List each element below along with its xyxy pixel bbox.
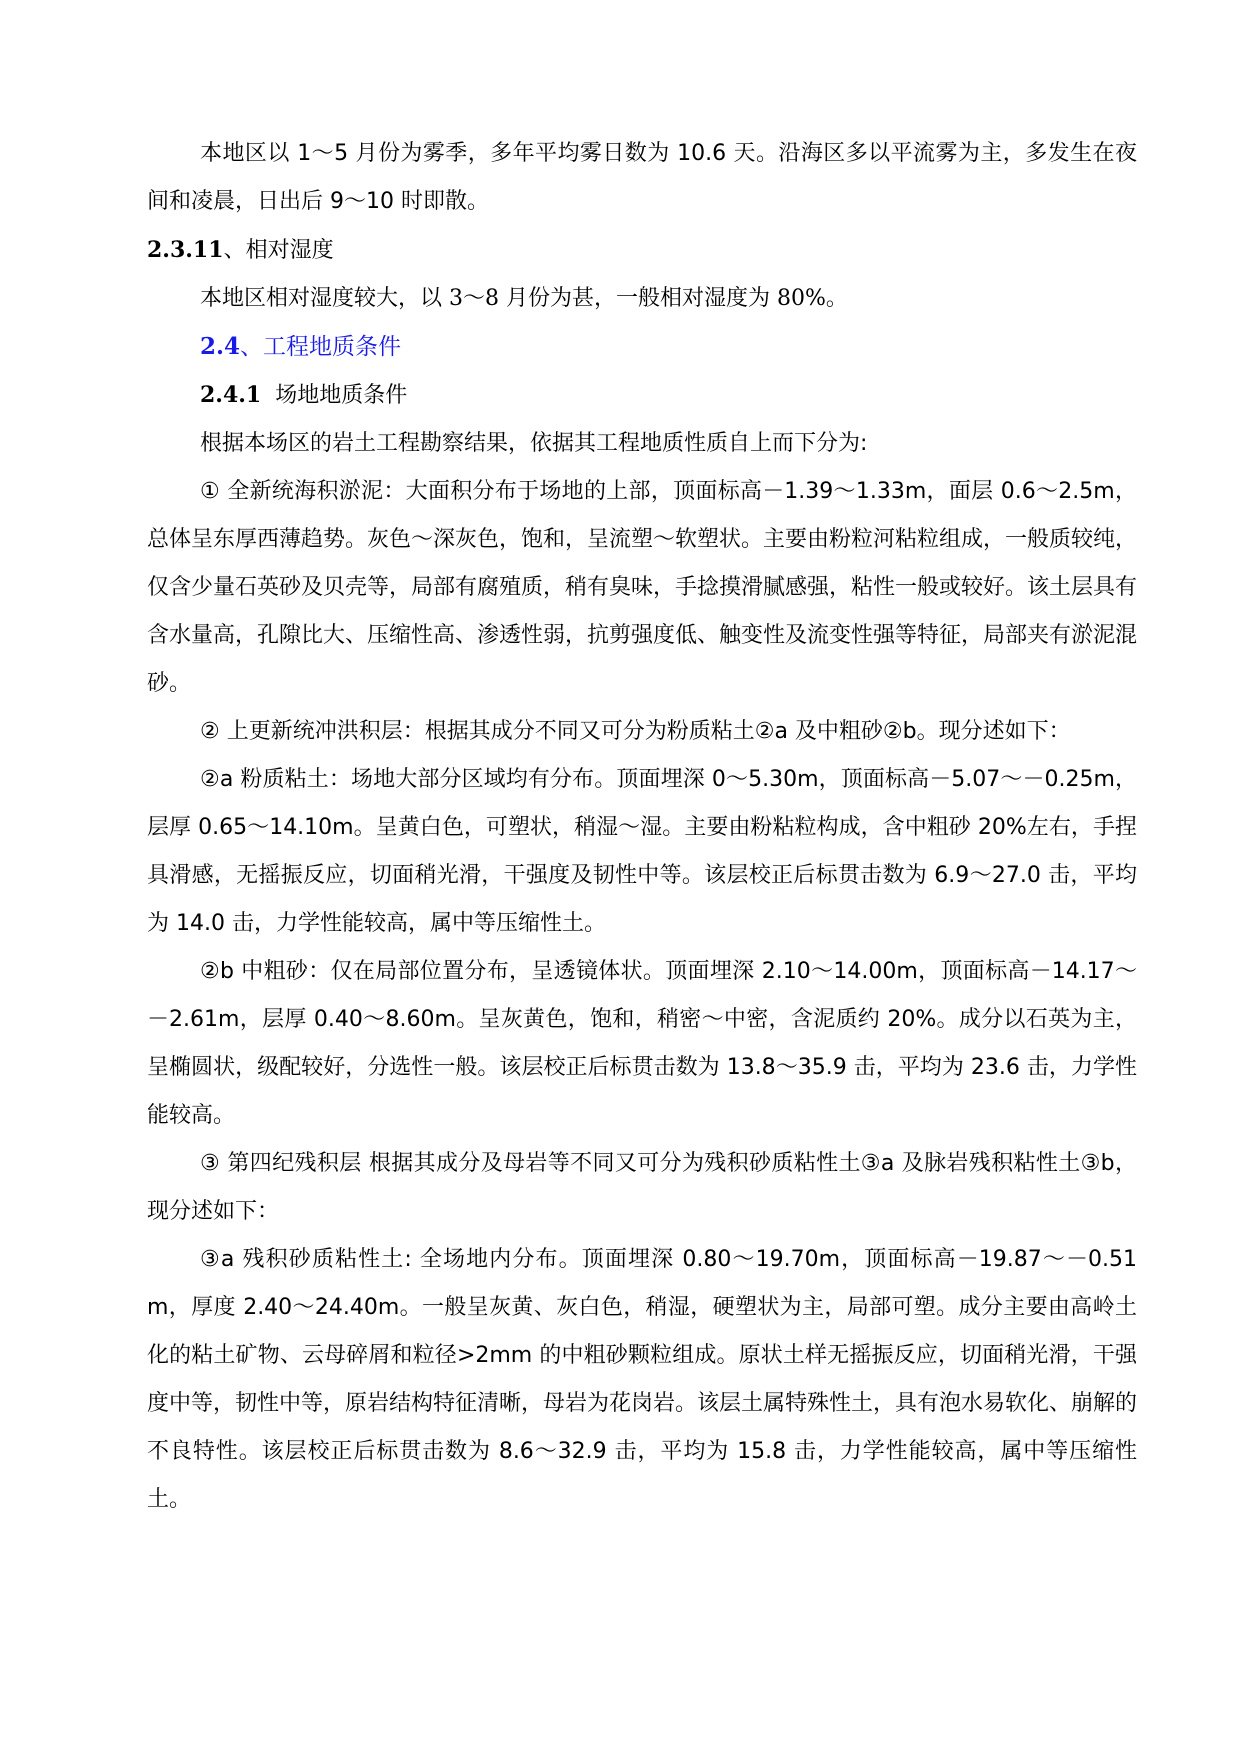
paragraph-intro: 根据本场区的岩土工程勘察结果，依据其工程地质性质自上而下分为: bbox=[200, 431, 868, 456]
document-body bbox=[147, 130, 1137, 1524]
paragraph-fog: 本地区以 1～5 月份为雾季，多年平均雾日数为 10.6 天。沿海区多以平流雾为主，多发生在夜间和凌晨，日出后 9～10 时即散。 bbox=[147, 141, 1137, 214]
paragraph-layer-2a: ②a 粉质粘土：场地大部分区域均有分布。顶面埋深 0～5.30m，顶面标高－5.07～－0.25m，层厚 0.65～14.10m。呈黄白色，可塑状，稍湿～湿。主要由粉粘粒构成，含中粗砂 20%左右，手捏具滑感，无摇振反应，切面稍光滑，干强度及韧性中等。该层校正后标贯击数为 6.9～27.0 击，平均为 14.0 击，力学性能较高，属中等压缩性土。 bbox=[147, 767, 1137, 936]
heading-text: 场地地质条件 bbox=[261, 383, 408, 408]
paragraph-layer-3a: ③a 残积砂质粘性土: 全场地内分布。顶面埋深 0.80～19.70m，顶面标高－19.87～－0.51m，厚度 2.40～24.40m。一般呈灰黄、灰白色，稍湿，硬塑状为主，局部可塑。成分主要由高岭土化的粘土矿物、云母碎屑和粒径>2mm 的中粗砂颗粒组成。原状土样无摇振反应，切面稍光滑，干强度中等，韧性中等，原岩结构特征清晰，母岩为花岗岩。该层土属特殊性土，具有泡水易软化、崩解的不良特性。该层校正后标贯击数为 8.6～32.9 击，平均为 15.8 击，力学性能较高，属中等压缩性土。 bbox=[147, 1247, 1138, 1512]
heading-number: 2.4.1 bbox=[200, 382, 262, 408]
heading-engineering-geology bbox=[147, 323, 1137, 371]
heading-number: 2.4 bbox=[200, 333, 241, 360]
paragraph-layer-3: ③ 第四纪残积层 根据其成分及母岩等不同又可分为残积砂质粘性土③a 及脉岩残积粘性土③b，现分述如下： bbox=[147, 1151, 1137, 1224]
heading-number: 2.3.11 bbox=[147, 237, 224, 263]
heading-text: 、相对湿度 bbox=[223, 238, 334, 263]
heading-relative-humidity bbox=[147, 226, 1137, 275]
heading-text: 、工程地质条件 bbox=[240, 334, 402, 360]
paragraph-humidity: 本地区相对湿度较大，以 3～8 月份为甚，一般相对湿度为 80%。 bbox=[200, 286, 848, 311]
paragraph-layer-1: ① 全新统海积淤泥：大面积分布于场地的上部，顶面标高－1.39～1.33m，面层 0.6～2.5m，总体呈东厚西薄趋势。灰色～深灰色，饱和，呈流塑～软塑状。主要由粉粒河粘粒组成，一般质较纯，仅含少量石英砂及贝壳等，局部有腐殖质，稍有臭味，手捻摸滑腻感强，粘性一般或较好。该土层具有含水量高，孔隙比大、压缩性高、渗透性弱，抗剪强度低、触变性及流变性强等特征，局部夹有淤泥混砂。 bbox=[147, 479, 1138, 696]
heading-site-geology bbox=[147, 371, 1137, 420]
paragraph-layer-2b: ②b 中粗砂：仅在局部位置分布，呈透镜体状。顶面埋深 2.10～14.00m，顶面标高－14.17～－2.61m，层厚 0.40～8.60m。呈灰黄色，饱和，稍密～中密，含泥质约 20%。成分以石英为主，呈椭圆状，级配较好，分选性一般。该层校正后标贯击数为 13.8～35.9 击，平均为 23.6 击，力学性能较高。 bbox=[147, 959, 1137, 1128]
paragraph-layer-2: ② 上更新统冲洪积层：根据其成分不同又可分为粉质粘土②a 及中粗砂②b。现分述如下： bbox=[200, 719, 1071, 744]
